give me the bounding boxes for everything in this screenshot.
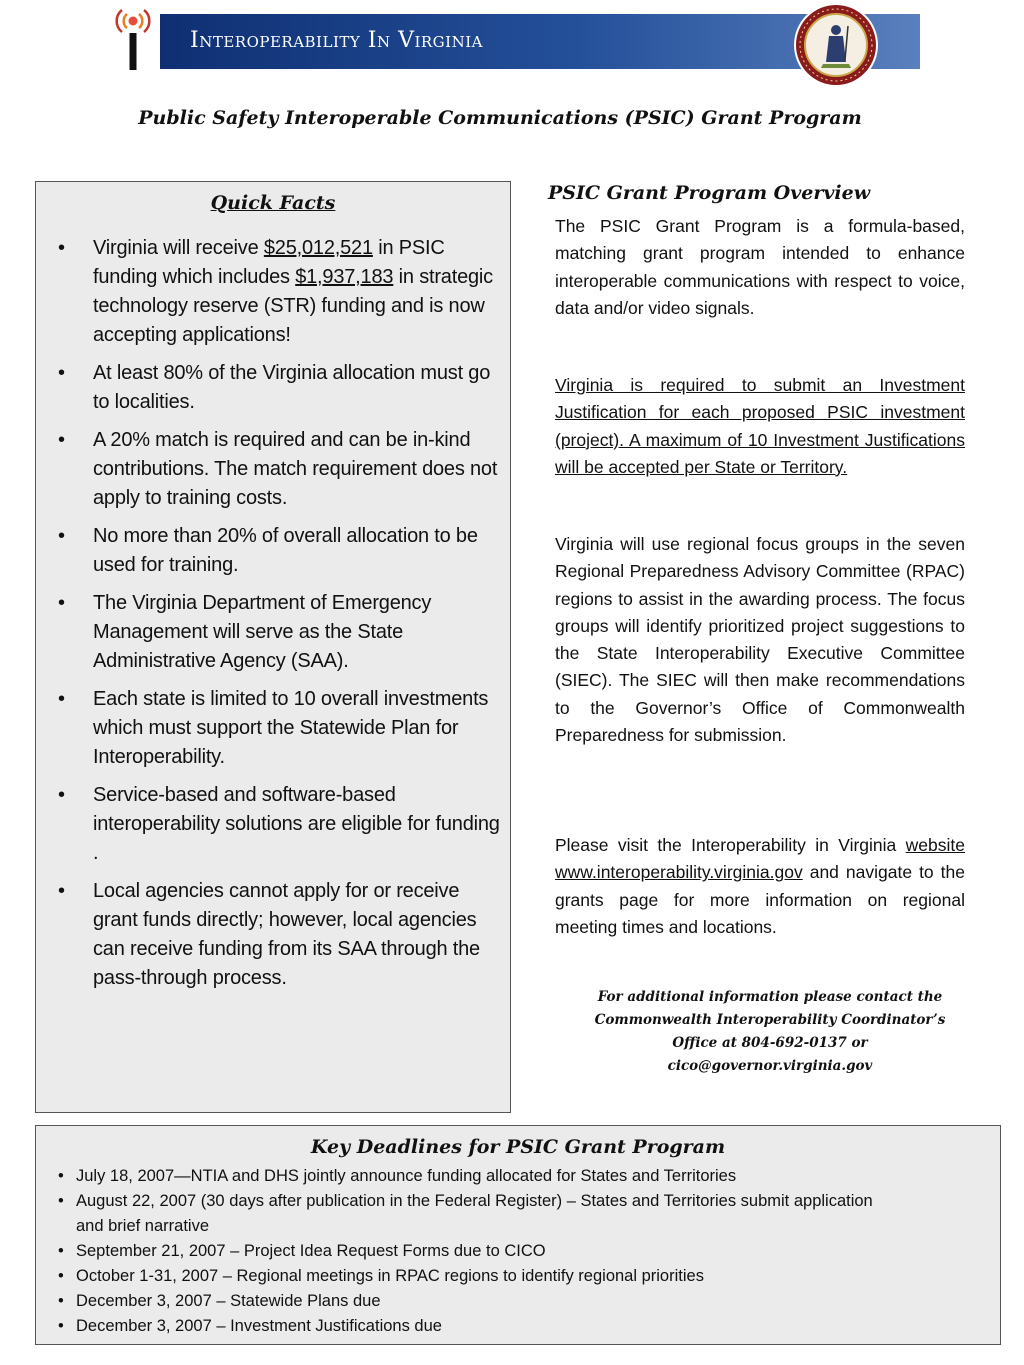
bullet-icon: • (58, 1192, 64, 1210)
quick-facts-box (35, 181, 511, 1113)
page-title: Public Safety Interoperable Communications (PSIC) Grant Program (138, 107, 862, 129)
list-item (36, 359, 510, 417)
website-text: and navigate to the grants page for more information on regional meeting times and locations. (555, 862, 965, 937)
list-item (36, 781, 510, 868)
list-item (36, 1189, 896, 1239)
overview-heading: PSIC Grant Program Overview (548, 182, 871, 204)
overview-paragraph: The PSIC Grant Program is a formula-based, matching grant program intended to enhance interoperable communications with respect to voice, data and/or video signals. (555, 216, 965, 318)
fact-text: The Virginia Department of Emergency Management will serve as the State Administrative Agency (SAA). (93, 592, 432, 672)
bullet-icon: • (58, 1267, 64, 1285)
deadline-text: December 3, 2007 – Statewide Plans due (76, 1292, 381, 1310)
fact-text: Service-based and software-based interoperability solutions are eligible for funding . (93, 784, 500, 864)
deadlines-list (36, 1164, 1000, 1339)
website-paragraph (555, 832, 965, 941)
bullet-icon: • (58, 1167, 64, 1185)
fact-text: Each state is limited to 10 overall investments which must support the Statewide Plan for Interoperability. (93, 688, 489, 768)
quick-facts-list (36, 234, 510, 993)
contact-info: For additional information please contact the Commonwealth Interoperability Coordinator’s Office at 804-692-0137 or cico@governor.virginia.gov (594, 989, 946, 1074)
bullet-icon: • (58, 688, 65, 710)
list-item (36, 1314, 896, 1339)
list-item (36, 1164, 896, 1189)
list-item (36, 1239, 896, 1264)
list-item (36, 234, 510, 350)
key-deadlines-box (35, 1125, 1001, 1345)
deadline-text: August 22, 2007 (30 days after publication in the Federal Register) – States and Territories submit application and brief narrative (76, 1192, 873, 1235)
bullet-icon: • (58, 1292, 64, 1310)
fact-text: No more than 20% of overall allocation to be used for training. (93, 525, 478, 576)
bullet-icon: • (58, 362, 65, 384)
focus-groups-paragraph: Virginia will use regional focus groups in the seven Regional Preparedness Advisory Committee (RPAC) regions to assist in the awarding process. The focus groups will identify prioritized project suggestions to the State Interoperability Executive Committee (SIEC). The SIEC will then make recommendations to the Governor’s Office of Commonwealth Preparedness for submission. (555, 534, 965, 746)
bullet-icon: • (58, 429, 65, 451)
list-item (36, 1264, 896, 1289)
fact-text: in strategic technology reserve (STR) funding and is now accepting applications! (93, 266, 493, 346)
fact-text: Local agencies cannot apply for or receive grant funds directly; however, local agencies can receive funding from its SAA through the pass-through process. (93, 880, 480, 989)
bullet-icon: • (58, 525, 65, 547)
bullet-icon: • (58, 592, 65, 614)
website-text: Please visit the Interoperability in Virginia (555, 835, 906, 855)
bullet-icon: • (58, 1242, 64, 1260)
bullet-icon: • (58, 1317, 64, 1335)
bullet-icon: • (58, 784, 65, 806)
website-link[interactable]: website www.interoperability.virginia.gov (555, 835, 965, 883)
deadline-text: July 18, 2007—NTIA and DHS jointly announce funding allocated for States and Territories (76, 1167, 737, 1185)
fact-text: A 20% match is required and can be in-kind contributions. The match requirement does not apply to training costs. (93, 429, 498, 509)
deadline-text: October 1-31, 2007 – Regional meetings in RPAC regions to identify regional priorities (76, 1267, 704, 1285)
virginia-seal-icon (793, 2, 879, 88)
fact-text: in PSIC funding which includes (93, 237, 445, 288)
list-item (36, 685, 510, 772)
bullet-icon: • (58, 237, 65, 259)
list-item (36, 589, 510, 676)
list-item (36, 1289, 896, 1314)
funding-amount: $25,012,521 (263, 237, 373, 259)
list-item (36, 522, 510, 580)
deadlines-heading: Key Deadlines for PSIC Grant Program (310, 1136, 726, 1158)
deadline-text: September 21, 2007 – Project Idea Request Forms due to CICO (76, 1242, 546, 1260)
investment-justification-paragraph: Virginia is required to submit an Investment Justification for each proposed PSIC investment (project). A maximum of 10 Investment Justifications will be accepted per State or Territory. (555, 375, 965, 477)
list-item (36, 426, 510, 513)
fact-text: At least 80% of the Virginia allocation must go to localities. (93, 362, 491, 413)
interoperability-logo-icon (110, 4, 156, 72)
list-item (36, 877, 510, 993)
fact-text: Virginia will receive (93, 237, 264, 259)
bullet-icon: • (58, 880, 65, 902)
deadline-text: December 3, 2007 – Investment Justifications due (76, 1317, 442, 1335)
str-amount: $1,937,183 (295, 266, 394, 288)
banner-title: Interoperability In Virginia (190, 28, 483, 53)
quick-facts-heading: Quick Facts (210, 192, 336, 214)
